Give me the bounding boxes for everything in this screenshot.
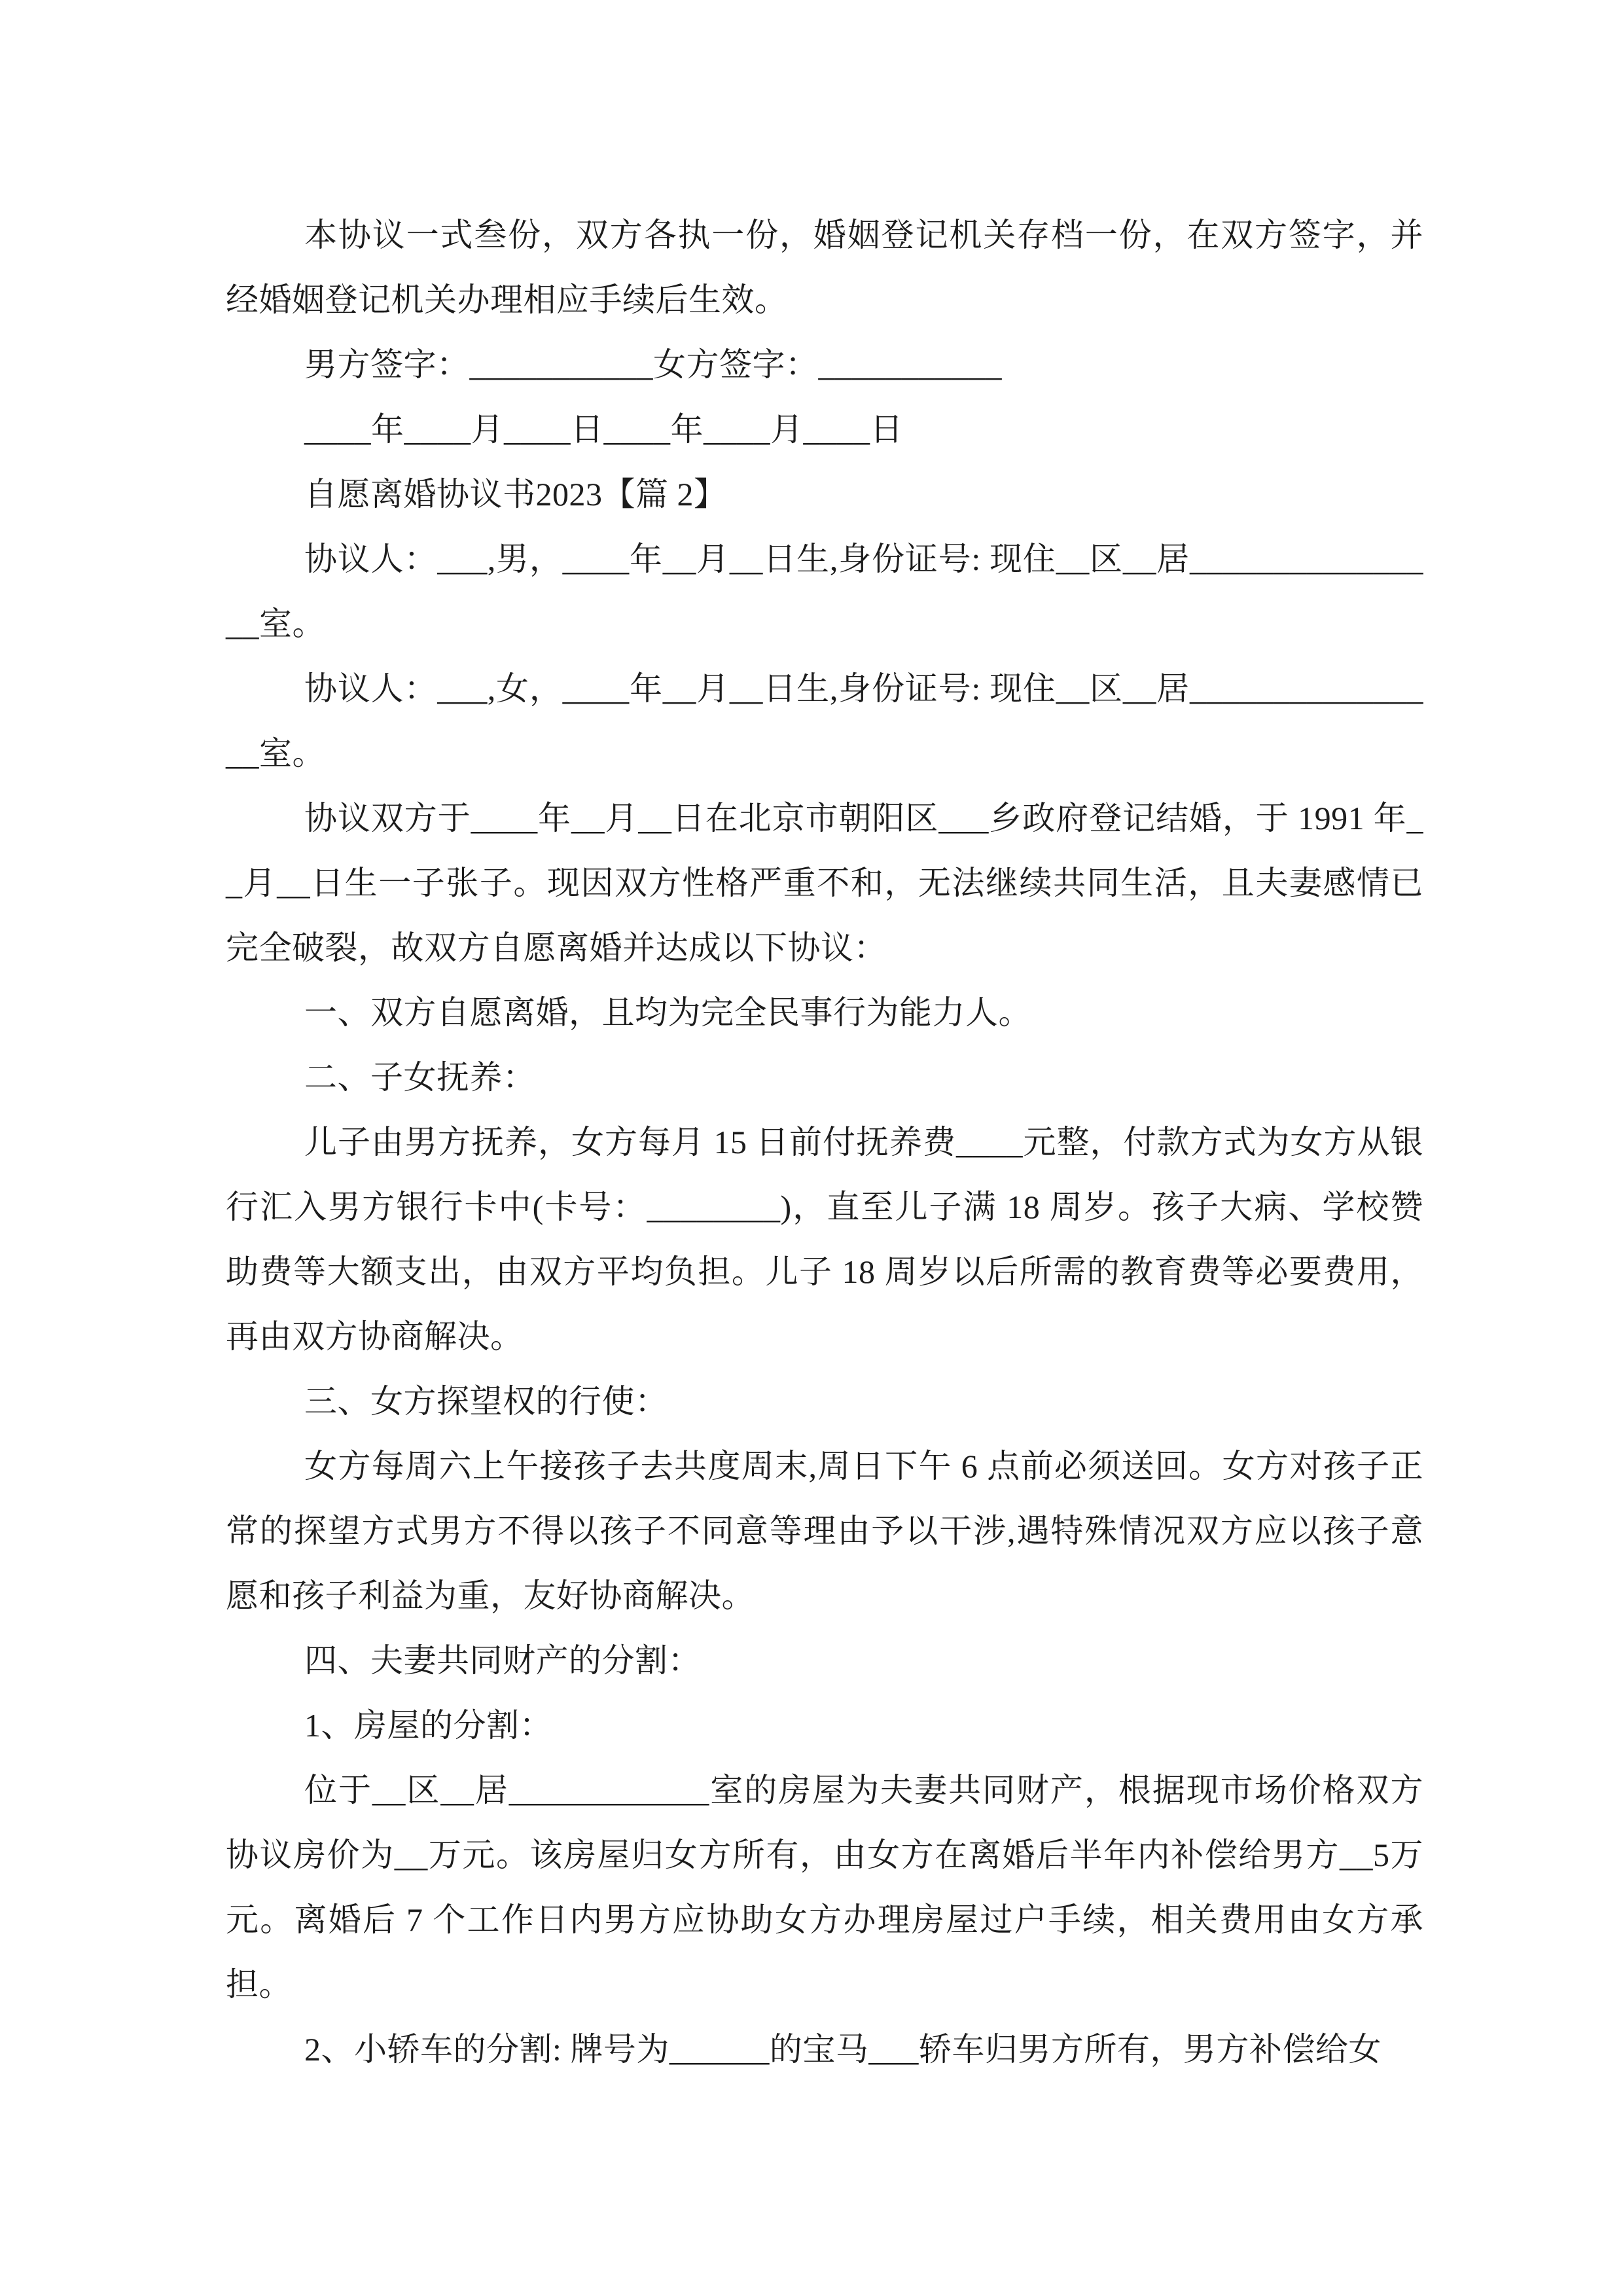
- sub-clause-heading: 1、房屋的分割：: [304, 1707, 552, 1744]
- clause-heading: 二、子女抚养：: [304, 1059, 536, 1096]
- section-title: 自愿离婚协议书2023【篇 2】: [304, 476, 727, 512]
- document-body: [226, 203, 1423, 2082]
- party-line-male: 协议人：___,男，____年__月__日生,身份证号: 现住__区__居________________室。: [226, 541, 1423, 642]
- clause-heading: 一、双方自愿离婚，且均为完全民事行为能力人。: [304, 994, 1031, 1031]
- signature-line: 男方签字：___________女方签字：___________: [304, 346, 1002, 383]
- party-line-female: 协议人：___,女，____年__月__日生,身份证号: 现住__区__居________________室。: [226, 670, 1423, 772]
- clause-heading: 四、夫妻共同财产的分割：: [304, 1642, 701, 1679]
- date-line: ____年____月____日____年____月____日: [304, 411, 903, 448]
- body-paragraph: 位于__区__居____________室的房屋为夫妻共同财产，根据现市场价格双方协议房价为__万元。该房屋归女方所有，由女方在离婚后半年内补偿给男方__5万元。离婚后 7 个工作日内男方应协助女方办理房屋过户手续，相关费用由女方承担。: [226, 1772, 1423, 2003]
- body-paragraph: 本协议一式叁份，双方各执一份，婚姻登记机关存档一份，在双方签字，并经婚姻登记机关办理相应手续后生效。: [226, 217, 1423, 318]
- body-paragraph: 儿子由男方抚养，女方每月 15 日前付抚养费____元整，付款方式为女方从银行汇入男方银行卡中(卡号：________)，直至儿子满 18 周岁。孩子大病、学校赞助费等大额支出，由双方平均负担。儿子 18 周岁以后所需的教育费等必要费用，再由双方协商解决。: [226, 1124, 1423, 1355]
- clause-heading: 三、女方探望权的行使：: [304, 1383, 668, 1420]
- body-paragraph: 协议双方于____年__月__日在北京市朝阳区___乡政府登记结婚，于 1991 年__月__日生一子张子。现因双方性格严重不和，无法继续共同生活，且夫妻感情已完全破裂，故双方自愿离婚并达成以下协议：: [226, 800, 1423, 966]
- body-paragraph: 女方每周六上午接孩子去共度周末,周日下午 6 点前必须送回。女方对孩子正常的探望方式男方不得以孩子不同意等理由予以干涉,遇特殊情况双方应以孩子意愿和孩子利益为重，友好协商解决。: [226, 1448, 1423, 1614]
- body-paragraph: 2、小轿车的分割: 牌号为______的宝马___轿车归男方所有，男方补偿给女: [304, 2031, 1382, 2068]
